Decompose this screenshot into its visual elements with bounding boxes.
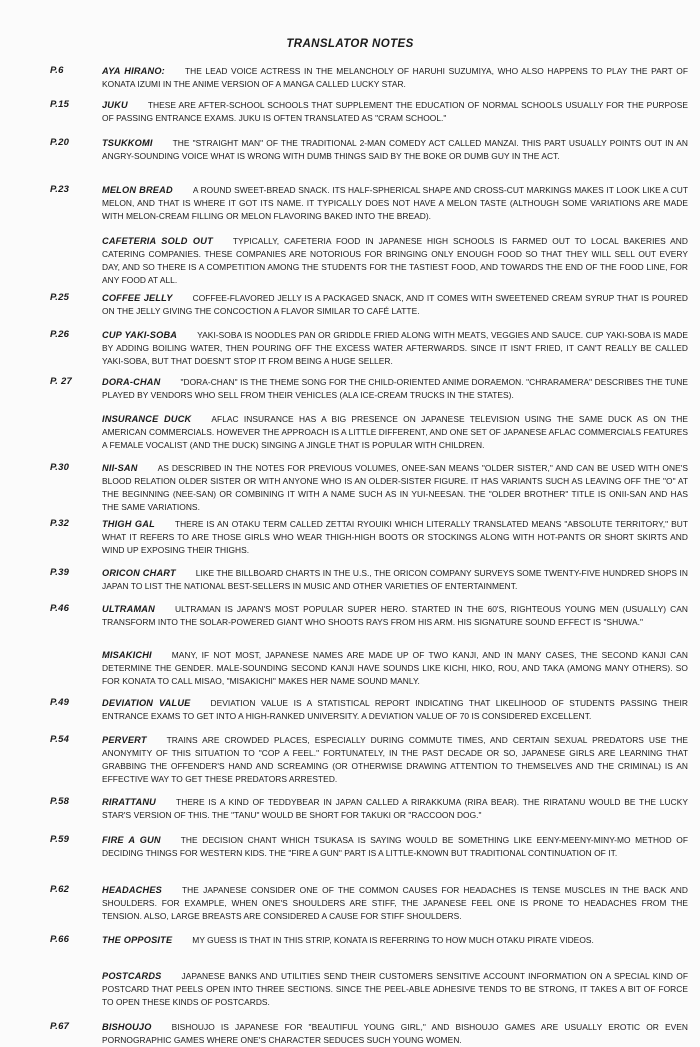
note-body — [102, 235, 688, 287]
note-description: THE "STRAIGHT MAN" OF THE TRADITIONAL 2-MAN COMEDY ACT CALLED MANZAI. THIS PART USUALLY POINTS OUT IN AN ANGRY-SOUNDING VOICE WHAT IS WRONG WITH DUMB THINGS SAID BY THE BOKE OR DUMB GUY IN THE ACT. — [102, 138, 688, 162]
note-page-number: P.62 — [50, 884, 70, 895]
note-body — [102, 649, 688, 688]
note-page-number: P.66 — [50, 934, 70, 945]
note-page-number: P.58 — [50, 796, 70, 807]
note-description: LIKE THE BILLBOARD CHARTS IN THE U.S., THE ORICON COMPANY SURVEYS SOME TWENTY-FIVE HUNDRED SHOPS IN JAPAN TO LIST THE NATIONAL BEST-SELLERS IN MUSIC AND OTHER VARIETIES OF ENTERTAINMENT. — [102, 568, 688, 592]
note-body — [102, 518, 688, 557]
note-term: NII-SAN — [102, 463, 138, 473]
note-description: TYPICALLY, CAFETERIA FOOD IN JAPANESE HIGH SCHOOLS IS FARMED OUT TO LOCAL BAKERIES AND CATERING COMPANIES. THESE COMPANIES ARE NOTORIOUS FOR BRINGING ONLY ENOUGH FOOD SO THAT THEY WILL SELL OUT EVERY DAY, AND SO THERE IS A COMPETITION AMONG THE STUDENTS FOR THE TASTIEST FOOD, AND TOWARDS THE END OF THE FOOD LINE, FOR ANY FOOD AT ALL. — [102, 236, 688, 286]
note-page-number: P.59 — [50, 834, 70, 845]
note-page-number: P.46 — [50, 603, 70, 614]
note-page-number: P.20 — [50, 137, 70, 148]
note-body — [102, 697, 688, 723]
note-page-number: P.30 — [50, 462, 70, 473]
note-term: DEVIATION VALUE — [102, 698, 191, 708]
note-body — [102, 137, 688, 163]
note-page-number: P.6 — [50, 65, 64, 76]
note-body — [102, 184, 688, 223]
note-description: THERE IS A KIND OF TEDDYBEAR IN JAPAN CALLED A RIRAKKUMA (RIRA BEAR). THE RIRATANU WOULD BE THE LUCKY STAR'S VERSION OF THIS. THE "TANU" WOULD BE SHORT FOR TAKUKI OR "RACCOON DOG." — [102, 797, 688, 821]
note-description: DEVIATION VALUE IS A STATISTICAL REPORT INDICATING THAT LIKELIHOOD OF STUDENTS PASSING THEIR ENTRANCE EXAMS TO GET INTO A HIGH-RANKED UNIVERSITY. A DEVIATION VALUE OF 70 IS CONSIDERED EXCELLENT. — [102, 698, 688, 722]
note-term: POSTCARDS — [102, 971, 162, 981]
note-term: THE OPPOSITE — [102, 935, 173, 945]
note-body — [102, 329, 688, 368]
note-page-number: P.54 — [50, 734, 70, 745]
note-body — [102, 834, 688, 860]
note-page-number: P.49 — [50, 697, 70, 708]
note-description: "DORA-CHAN" IS THE THEME SONG FOR THE CHILD-ORIENTED ANIME DORAEMON. "CHRARAMERA" DESCRIBES THE TUNE PLAYED BY VENDORS WHO SELL FROM THEIR VEHICLES (ALA ICE-CREAM TRUCKS IN THE STATES). — [102, 377, 688, 401]
note-term: THIGH GAL — [102, 519, 155, 529]
note-body — [102, 65, 688, 91]
note-page-number: P.67 — [50, 1021, 70, 1032]
note-term: INSURANCE DUCK — [102, 414, 192, 424]
note-description: A ROUND SWEET-BREAD SNACK. ITS HALF-SPHERICAL SHAPE AND CROSS-CUT MARKINGS MAKES IT LOOK LIKE A CUT MELON, AND THAT IS WHERE IT GOT ITS NAME. IT TYPICALLY DOES NOT HAVE A MELON TASTE (ALTHOUGH SOME VARIATIONS ARE MADE WITH MELON-CREAM FILLING OR MELON FLAVORING BAKED INTO THE BREAD). — [102, 185, 688, 222]
note-term: ULTRAMAN — [102, 604, 155, 614]
note-description: THE JAPANESE CONSIDER ONE OF THE COMMON CAUSES FOR HEADACHES IS TENSE MUSCLES IN THE BACK AND SHOULDERS. FOR EXAMPLE, WHEN ONE'S SHOULDERS ARE STIFF, THE JAPANESE FEEL ONE IS PRONE TO HEADACHES FROM THE TENSION. ALSO, LARGE BREASTS ARE CONSIDERED A CAUSE FOR STIFF SHOULDERS. — [102, 885, 688, 922]
note-description: ULTRAMAN IS JAPAN'S MOST POPULAR SUPER HERO. STARTED IN THE 60'S, RIGHTEOUS YOUNG MEN (USUALLY) CAN TRANSFORM INTO THE SOLAR-POWERED GIANT WHO SHOOTS RAYS FROM HIS ARM. HIS SIGNATURE SOUND EFFECT IS "SHUWA." — [102, 604, 688, 628]
note-body — [102, 1021, 688, 1047]
note-page-number: P.26 — [50, 329, 70, 340]
note-page-number: P.15 — [50, 99, 70, 110]
note-description: BISHOUJO IS JAPANESE FOR "BEAUTIFUL YOUNG GIRL," AND BISHOUJO GAMES ARE USUALLY EROTIC OR EVEN PORNOGRAPHIC GAMES WHERE ONE'S CHARACTER SEDUCES SUCH YOUNG WOMEN. — [102, 1022, 688, 1046]
note-body — [102, 796, 688, 822]
note-description: THESE ARE AFTER-SCHOOL SCHOOLS THAT SUPPLEMENT THE EDUCATION OF NORMAL SCHOOLS USUALLY FOR THE PURPOSE OF PASSING ENTRANCE EXAMS. JUKU IS OFTEN TRANSLATED AS "CRAM SCHOOL." — [102, 100, 688, 124]
note-body — [102, 970, 688, 1009]
page-title: TRANSLATOR NOTES — [286, 38, 414, 50]
note-description: YAKI-SOBA IS NOODLES PAN OR GRIDDLE FRIED ALONG WITH MEATS, VEGGIES AND SAUCE. CUP YAKI-SOBA IS MADE BY ADDING BOILING WATER, THEN POURING OFF THE EXCESS WATER AFTERWARDS. SINCE IT ISN'T FRIED, IT CAN'T REALLY BE CALLED YAKI-SOBA, BUT THAT DOESN'T STOP IT FROM BEING A HUGE SELLER. — [102, 330, 688, 367]
note-description: TRAINS ARE CROWDED PLACES, ESPECIALLY DURING COMMUTE TIMES, AND CERTAIN SEXUAL PREDATORS USE THE ANONYMITY OF THIS SITUATION TO "COP A FEEL." FORTUNATELY, IN THE PAST DECADE OR SO, JAPANESE GIRLS ARE LEARNING THAT GRABBING THE OFFENDER'S HAND AND SCREAMING (OR OTHERWISE DRAWING ATTENTION TO THEMSELVES AND THE CRIMINAL) IS AN EFFECTIVE WAY TO GET THESE PREDATORS ARRESTED. — [102, 735, 688, 785]
note-page-number: P.25 — [50, 292, 70, 303]
note-description: COFFEE-FLAVORED JELLY IS A PACKAGED SNACK, AND IT COMES WITH SWEETENED CREAM SYRUP THAT IS POURED ON THE JELLY GIVING THE CONCOCTION A FLAVOR SIMILAR TO CAFÉ LATTE. — [102, 293, 688, 317]
note-description: THE DECISION CHANT WHICH TSUKASA IS SAYING WOULD BE SOMETHING LIKE EENY-MEENY-MINY-MO METHOD OF DECIDING THINGS FOR WESTERN KIDS. THE "FIRE A GUN" PART IS A LITTLE-KNOWN BUT TRADITIONAL CONTINUATION OF IT. — [102, 835, 688, 859]
note-body — [102, 934, 688, 947]
note-body — [102, 734, 688, 786]
note-page-number: P.23 — [50, 184, 70, 195]
note-body — [102, 413, 688, 452]
note-term: CUP YAKI-SOBA — [102, 330, 178, 340]
note-page-number: P.32 — [50, 518, 70, 529]
note-description: THERE IS AN OTAKU TERM CALLED ZETTAI RYOUIKI WHICH LITERALLY TRANSLATED MEANS "ABSOLUTE TERRITORY," BUT WHAT IT REFERS TO ARE THOSE GIRLS WHO WEAR THIGH-HIGH BOOTS OR STOCKINGS ALONG WITH HOT-PANTS OR SHORT SKIRTS AND WIND UP EXPOSING THEIR THIGHS. — [102, 519, 689, 556]
note-description: MY GUESS IS THAT IN THIS STRIP, KONATA IS REFERRING TO HOW MUCH OTAKU PIRATE VIDEOS. — [192, 935, 594, 945]
note-body — [102, 99, 688, 125]
note-term: JUKU — [102, 100, 128, 110]
note-page-number: P. 27 — [50, 376, 72, 387]
note-term: CAFETERIA SOLD OUT — [102, 236, 213, 246]
note-description: MANY, IF NOT MOST, JAPANESE NAMES ARE MADE UP OF TWO KANJI, AND IN MANY CASES, THE SECOND KANJI CAN DETERMINE THE GENDER. MALE-SOUNDING SECOND KANJI HAVE SOUNDS LIKE KICHI, HIKO, ROU, AND TAKA (AMONG MANY OTHERS). SO FOR KONATA TO CALL MISAO, "MISAKICHI" MAKES HER NAME SOUND MANLY. — [102, 650, 688, 687]
note-term: MISAKICHI — [102, 650, 152, 660]
note-body — [102, 603, 688, 629]
note-term: HEADACHES — [102, 885, 162, 895]
note-body — [102, 462, 688, 514]
note-term: COFFEE JELLY — [102, 293, 173, 303]
note-body — [102, 884, 688, 923]
note-term: BISHOUJO — [102, 1022, 152, 1032]
note-description: AFLAC INSURANCE HAS A BIG PRESENCE ON JAPANESE TELEVISION USING THE SAME DUCK AS ON THE AMERICAN COMMERCIALS. HOWEVER THE APPROACH IS A LITTLE DIFFERENT, AND ONE SET OF JAPANESE AFLAC COMMERCIALS FEATURES A FEMALE VOCALIST (AND THE DUCK) SINGING A JINGLE THAT IS POPULAR WITH CHILDREN. — [102, 414, 688, 451]
note-body — [102, 292, 688, 318]
note-term: ORICON CHART — [102, 568, 176, 578]
note-page-number: P.39 — [50, 567, 70, 578]
note-description: THE LEAD VOICE ACTRESS IN THE MELANCHOLY OF HARUHI SUZUMIYA, WHO ALSO HAPPENS TO PLAY THE PART OF KONATA IZUMI IN THE ANIME VERSION OF A MANGA CALLED LUCKY STAR. — [102, 66, 688, 90]
note-description: AS DESCRIBED IN THE NOTES FOR PREVIOUS VOLUMES, ONEE-SAN MEANS "OLDER SISTER," AND CAN BE USED WITH ONE'S BLOOD RELATION OLDER SISTER OR WITH ANYONE WHO IS AN OLDER-SISTER FIGURE. IT HAS VARIANTS SUCH AS LEAVING OFF THE "O" AT THE BEGINNING (NEE-SAN) OR COMBINING IT WITH A NAME SUCH AS IN YUI-NEESAN. THE "OLDER BROTHER" TITLE IS ONII-SAN AND HAS THE SAME VARIATIONS. — [102, 463, 688, 513]
note-term: PERVERT — [102, 735, 147, 745]
note-term: RIRATTANU — [102, 797, 157, 807]
note-term: AYA HIRANO: — [102, 66, 165, 76]
note-description: JAPANESE BANKS AND UTILITIES SEND THEIR CUSTOMERS SENSITIVE ACCOUNT INFORMATION ON A SPECIAL KIND OF POSTCARD THAT PEELS OPEN INTO THREE SECTIONS. SINCE THE PEEL-ABLE ADHESIVE TENDS TO BE STRONG, IT TAKES A BIT OF FORCE TO OPEN THESE KINDS OF POSTCARDS. — [102, 971, 688, 1008]
note-body — [102, 376, 688, 402]
note-term: DORA-CHAN — [102, 377, 161, 387]
note-term: MELON BREAD — [102, 185, 173, 195]
note-body — [102, 567, 688, 593]
note-term: TSUKKOMI — [102, 138, 153, 148]
note-term: FIRE A GUN — [102, 835, 161, 845]
